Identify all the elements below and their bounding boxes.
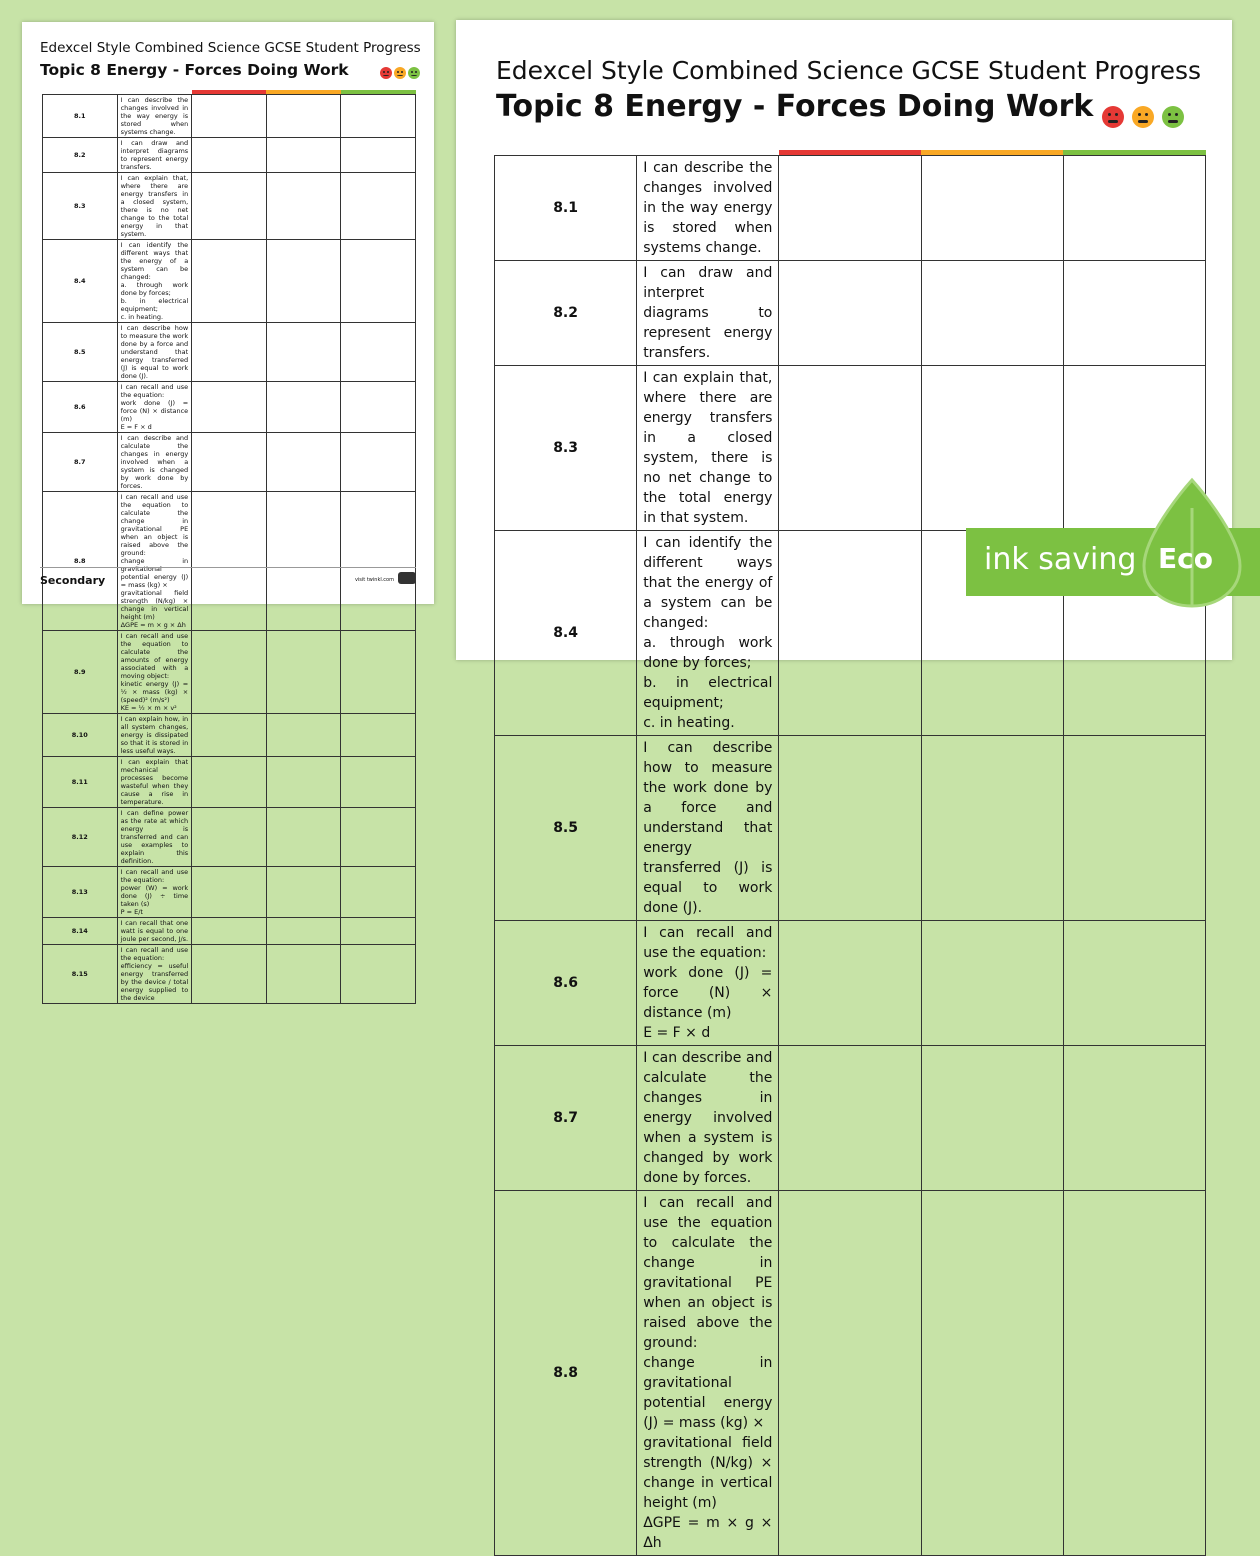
table-row: 8.8 I can recall and use the equation to calculate the change in gravitational PE when an object is raised above the ground: change in gravitational potential energy (J) = mass (kg) × gravitational field strength (N/kg) × change in vertical height (m) ΔGPE = m × g × Δh bbox=[495, 1191, 1206, 1556]
table-row: 8.3 I can explain that, where there are energy transfers in a closed system, there is no net change to the total energy in that system. bbox=[43, 173, 416, 240]
table-row: 8.14 I can recall that one watt is equal to one joule per second, J/s. bbox=[43, 918, 416, 945]
twinkl-logo-icon bbox=[398, 572, 416, 584]
table-row: 8.2 I can draw and interpret diagrams to represent energy transfers. bbox=[43, 138, 416, 173]
table-row: 8.9 I can recall and use the equation to calculate the amounts of energy associated with a moving object: kinetic energy (J) = ½ × mass (kg) × (speed)² (m/s²) KE = ½ × m × v² bbox=[43, 631, 416, 714]
large-progress-table bbox=[494, 150, 1206, 1556]
small-progress-table bbox=[42, 90, 416, 1004]
small-traffic-faces bbox=[380, 67, 420, 79]
eco-label: Eco bbox=[1158, 542, 1213, 575]
large-traffic-faces bbox=[1102, 106, 1184, 128]
table-row: 8.12 I can define power as the rate at which energy is transferred and can use examples to explain this definition. bbox=[43, 808, 416, 867]
table-row: 8.5 I can describe how to measure the work done by a force and understand that energy transferred (J) is equal to work done (J). bbox=[43, 323, 416, 382]
ink-saving-label: ink saving bbox=[984, 542, 1137, 577]
neutral-face-icon bbox=[394, 67, 406, 79]
small-title: Topic 8 Energy - Forces Doing Work bbox=[40, 61, 349, 79]
large-subtitle: Edexcel Style Combined Science GCSE Student Progress bbox=[496, 56, 1202, 85]
footer-url: visit twinkl.com bbox=[354, 577, 394, 583]
table-row: 8.6 I can recall and use the equation: work done (J) = force (N) × distance (m) E = F × d bbox=[495, 921, 1206, 1046]
table-row: 8.5 I can describe how to measure the work done by a force and understand that energy transferred (J) is equal to work done (J). bbox=[495, 736, 1206, 921]
table-row: 8.7 I can describe and calculate the changes in energy involved when a system is changed by work done by forces. bbox=[43, 433, 416, 492]
table-row: 8.8 I can recall and use the equation to calculate the change in gravitational PE when an object is raised above the ground: change in gravitational potential energy (J) = mass (kg) × gravitational field strength (N/kg) × change in vertical height (m) ΔGPE = m × g × Δh bbox=[43, 492, 416, 631]
table-row: 8.10 I can explain how, in all system changes, energy is dissipated so that it is stored in less useful ways. bbox=[43, 714, 416, 757]
sad-face-icon bbox=[380, 67, 392, 79]
small-header bbox=[40, 40, 420, 79]
happy-face-icon bbox=[408, 67, 420, 79]
table-row: 8.2 I can draw and interpret diagrams to represent energy transfers. bbox=[495, 261, 1206, 366]
table-row: 8.13 I can recall and use the equation: power (W) = work done (J) ÷ time taken (s) P = E/t bbox=[43, 867, 416, 918]
table-row: 8.7 I can describe and calculate the changes in energy involved when a system is changed by work done by forces. bbox=[495, 1046, 1206, 1191]
table-row: 8.3 I can explain that, where there are energy transfers in a closed system, there is no net change to the total energy in that system. bbox=[495, 366, 1206, 531]
sad-face-icon bbox=[1102, 106, 1124, 128]
table-row: 8.6 I can recall and use the equation: work done (J) = force (N) × distance (m) E = F × d bbox=[43, 382, 416, 433]
table-row: 8.4 I can identify the different ways that the energy of a system can be changed: a. through work done by forces; b. in electrical equipment; c. in heating. bbox=[43, 240, 416, 323]
table-row: 8.1 I can describe the changes involved in the way energy is stored when systems change. bbox=[495, 156, 1206, 261]
small-footer bbox=[40, 567, 416, 590]
footer-secondary-label: Secondary bbox=[40, 574, 106, 587]
neutral-face-icon bbox=[1132, 106, 1154, 128]
table-row: 8.4 I can identify the different ways that the energy of a system can be changed: a. through work done by forces; b. in electrical equipment; c. in heating. bbox=[495, 531, 1206, 736]
small-worksheet bbox=[22, 22, 434, 1002]
table-row: 8.15 I can recall and use the equation: efficiency = useful energy transferred by the device / total energy supplied to the device bbox=[43, 945, 416, 1004]
small-subtitle: Edexcel Style Combined Science GCSE Student Progress bbox=[40, 40, 421, 56]
table-row: 8.11 I can explain that mechanical processes become wasteful when they cause a rise in temperature. bbox=[43, 757, 416, 808]
large-title: Topic 8 Energy - Forces Doing Work bbox=[496, 89, 1094, 124]
happy-face-icon bbox=[1162, 106, 1184, 128]
table-row: 8.1 I can describe the changes involved in the way energy is stored when systems change. bbox=[43, 95, 416, 138]
large-header bbox=[496, 56, 1202, 124]
